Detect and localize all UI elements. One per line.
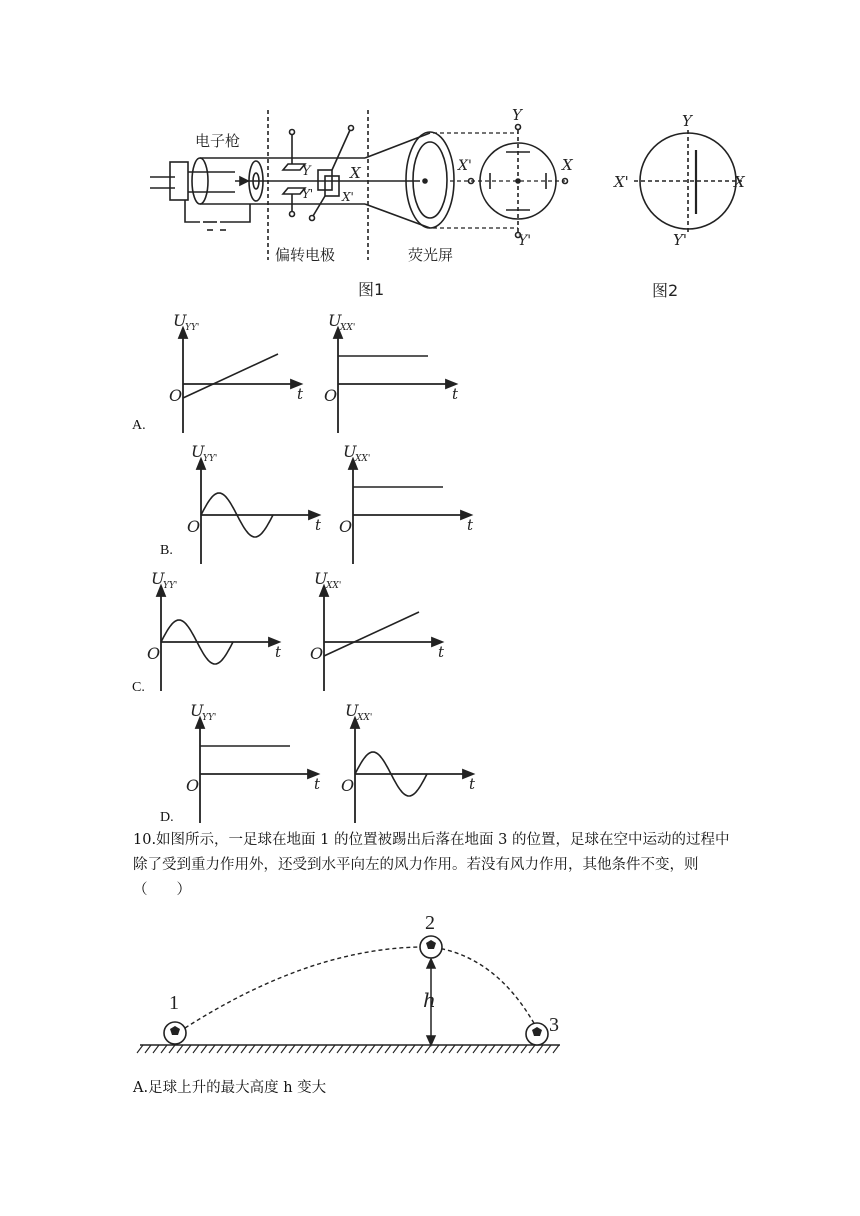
option-a-left-graph <box>165 312 305 437</box>
u-axis-label: U <box>190 701 204 720</box>
origin-label: O <box>169 386 183 405</box>
answer-option-a[interactable]: A.足球上升的最大高度 h 变大 <box>133 1080 327 1096</box>
ball-3 <box>526 1023 548 1045</box>
origin-label: O <box>339 517 353 536</box>
football-trajectory-diagram <box>135 905 565 1065</box>
u-axis-label: U <box>345 701 359 720</box>
u-axis-subscript: XX' <box>326 581 342 591</box>
screen-label-x: X <box>562 156 573 174</box>
origin-label: O <box>310 644 324 663</box>
option-a-right-graph <box>320 312 460 437</box>
origin-label: O <box>341 776 355 795</box>
question-10-text: 10.如图所示，一足球在地面 1 的位置被踢出后落在地面 3 的位置，足球在空中运动的过程中除了受到重力作用外，还受到水平向左的风力作用。若没有风力作用，其他条件不变，则（ ） <box>133 832 730 898</box>
u-axis-subscript: XX' <box>340 323 356 333</box>
figure1-caption: 图1 <box>358 280 385 299</box>
plate-label-y-prime: Y' <box>302 187 314 201</box>
u-axis-subscript: YY' <box>185 323 200 333</box>
option-b-left-graph <box>183 443 323 568</box>
t-label: t <box>452 385 459 403</box>
option-c-label[interactable]: C. <box>132 680 145 695</box>
option-d-left-graph <box>182 702 322 827</box>
u-axis-subscript: XX' <box>355 454 371 464</box>
origin-label: O <box>187 517 201 536</box>
origin-label: O <box>324 386 338 405</box>
u-axis-subscript: YY' <box>163 581 178 591</box>
fig2-label-y: Y <box>682 112 692 130</box>
u-axis-label: U <box>151 569 165 588</box>
fig2-label-x: X <box>734 173 745 191</box>
u-axis-label: U <box>173 311 187 330</box>
figure2-caption: 图2 <box>652 281 679 300</box>
t-label: t <box>297 385 304 403</box>
option-a-label[interactable]: A. <box>132 418 146 433</box>
figure2-screen-pattern <box>610 110 760 310</box>
t-label: t <box>438 643 445 661</box>
option-c-left-graph <box>143 570 283 695</box>
screen-label-y-prime: Y' <box>518 233 532 249</box>
plate-label-x-prime: X' <box>342 190 354 204</box>
fig2-label-y-prime: Y' <box>673 231 688 249</box>
origin-label: O <box>186 776 200 795</box>
origin-label: O <box>147 644 161 663</box>
plate-label-y: Y <box>302 164 311 179</box>
ground <box>137 1045 560 1053</box>
ball-2 <box>420 936 442 958</box>
plate-label-x: X <box>350 164 361 182</box>
option-c-right-graph <box>306 570 446 695</box>
signal-curve <box>324 612 419 656</box>
option-d-right-graph <box>337 702 477 827</box>
height-label: h <box>423 988 436 1012</box>
point-label-1: 1 <box>169 992 179 1014</box>
point-label-3: 3 <box>549 1014 559 1036</box>
t-label: t <box>469 775 476 793</box>
ball-1 <box>164 1022 186 1044</box>
u-axis-label: U <box>328 311 342 330</box>
signal-curve <box>183 354 278 398</box>
t-label: t <box>275 643 282 661</box>
screen-front <box>469 125 568 238</box>
trajectory-path <box>185 947 535 1028</box>
t-label: t <box>315 516 322 534</box>
u-axis-label: U <box>314 569 328 588</box>
option-b-label[interactable]: B. <box>160 543 173 558</box>
u-axis-label: U <box>191 442 205 461</box>
screen-cone <box>365 132 454 228</box>
u-axis-subscript: XX' <box>357 713 373 723</box>
u-axis-subscript: YY' <box>203 454 218 464</box>
option-b-right-graph <box>335 443 475 568</box>
screen-label: 荧光屏 <box>408 246 454 264</box>
t-label: t <box>467 516 474 534</box>
screen-label-x-prime: X' <box>458 158 472 174</box>
point-label-2: 2 <box>425 912 435 934</box>
u-axis-subscript: YY' <box>202 713 217 723</box>
deflection-plates <box>268 110 368 260</box>
crt-diagram <box>140 100 610 310</box>
fig2-label-x-prime: X' <box>614 173 629 191</box>
screen-label-y: Y <box>512 106 522 124</box>
u-axis-label: U <box>343 442 357 461</box>
t-label: t <box>314 775 321 793</box>
option-d-label[interactable]: D. <box>160 810 174 825</box>
deflector-label: 偏转电极 <box>275 246 336 264</box>
gun-label: 电子枪 <box>195 132 241 150</box>
